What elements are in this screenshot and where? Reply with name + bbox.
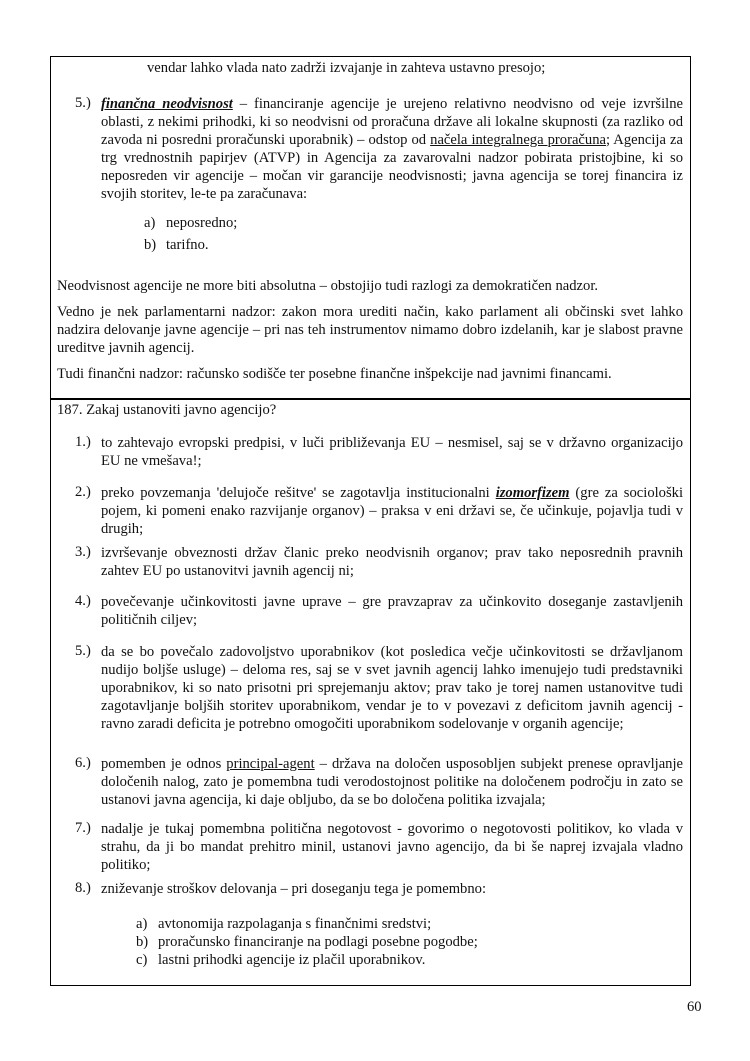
subitem-label: b) [136,934,149,950]
paragraph-independence-limit: Neodvisnost agencije ne more biti absolutna – obstojijo tudi razlogi za demokratičen nadzor. [57,278,599,294]
list-item-4 [75,593,683,629]
item-body: da se bo povečalo zadovoljstvo uporabnikov (kot posledica večje učinkovitosti se državljanom nudijo boljše usluge) – deloma res, saj se v svet javnih agencij lahko imenujejo tudi predstavniki uporabnikov, ki so nato prisotni pri sprejemanju aktov; prav tako je torej namen ustanovitve tudi zagotavljanje boljših storitev uporabnikom, vendar je to v povezavi z deficitom javnih agencij - ravno zaradi deficita je potrebno omogočiti uporabnikom sodelovanje v organih agencije; [101,644,683,732]
list-item-5 [75,643,683,733]
content-box-top [50,56,691,400]
subitem-a [144,214,237,232]
item-text: – država na določen usposobljen subjekt prenese opravljanje določenih nalog, zato je pomembna tudi verodostojnost politike na določenem področju in zato se ustanovi javna agencija, ki daje obljubo, da se bo določena politika izvajala; [101,756,683,808]
subitem-b [144,236,209,254]
list-item-3 [75,544,683,580]
subitem-text: avtonomija razpolaganja s finančnimi sredstvi; [158,916,432,932]
item-number: 8.) [75,880,91,896]
item-body [101,484,683,538]
term-integral-budget: načela integralnega proračuna [430,132,606,148]
item-text: pomemben je odnos [101,756,227,772]
item-number: 1.) [75,434,91,450]
item-text: ; Agencija za trg vrednostnih papirjev (ATVP) in Agencija za zavarovalni nadzor pobirata pristojbine, ki so neposreden vir agencije – močan vir garancije neodvisnosti; javna agencija se torej financira iz svojih storitev, le-te pa zaračunava: [101,132,683,202]
continuation-line: vendar lahko vlada nato zadrži izvajanje in zahteva ustavno presojo; [147,60,546,76]
item-body: izvrševanje obveznosti držav članic preko neodvisnih organov; prav tako neposrednih pravnih zahtev EU po ustanovitvi javnih agencij ni; [101,545,683,579]
subitem-label: b) [144,237,157,253]
subitem-text: tarifno. [166,237,209,253]
subitem-a [136,915,431,933]
content-box-question-187 [50,398,691,986]
subitem-label: a) [136,916,148,932]
item-number: 2.) [75,484,91,500]
list-item-1 [75,434,683,470]
item-body [101,755,683,809]
list-item-5-financial-independence [75,95,683,203]
paragraph-financial-oversight: Tudi finančni nadzor: računsko sodišče ter posebne finančne inšpekcije nad javnimi financami. [57,366,612,382]
term-financial-independence: finančna neodvisnost [101,96,233,112]
item-number: 3.) [75,544,91,560]
subitem-text: neposredno; [166,215,238,231]
subitem-label: a) [144,215,156,231]
list-item-7 [75,820,683,874]
item-text: (gre za sociološki pojem, ki pomeni enako razvijanje organov) – praksa v eni državi se, če učinkuje, pojavlja tudi v drugih; [101,485,683,537]
item-number: 6.) [75,755,91,771]
list-item-2 [75,484,683,538]
item-body: nadalje je tukaj pomembna politična negotovost - govorimo o negotovosti politikov, ko vlada v strahu, da ji bo mandat prehitro minil, ustanovi javno agencijo, da bi še naprej izvajala vladno politiko; [101,821,683,873]
item-body: povečevanje učinkovitosti javne uprave – gre pravzaprav za učinkovito doseganje zastavljenih političnih ciljev; [101,594,683,628]
list-item-8 [75,880,683,898]
subitem-c [136,951,425,969]
subitem-label: c) [136,952,148,968]
item-number: 5.) [75,643,91,659]
item-body [101,95,683,203]
question-heading: 187. Zakaj ustanoviti javno agencijo? [57,402,277,418]
item-body: to zahtevajo evropski predpisi, v luči približevanja EU – nesmisel, saj se v državno organizacijo EU ne vmešava!; [101,435,683,469]
subitem-text: lastni prihodki agencije iz plačil uporabnikov. [158,952,426,968]
item-number: 7.) [75,820,91,836]
paragraph-parliamentary-oversight: Vedno je nek parlamentarni nadzor: zakon mora urediti način, kako parlament ali občinski svet lahko nadzira delovanje javne agencije – pri nas teh instrumentov nimamo dobro izdelanih, kar je slabost pravne ureditve javnih agencij. [57,304,683,356]
subitem-text: proračunsko financiranje na podlagi posebne pogodbe; [158,934,478,950]
subitem-b [136,933,478,951]
item-text: preko povzemanja 'delujoče rešitve' se zagotavlja institucionalni [101,485,496,501]
item-number: 4.) [75,593,91,609]
term-principal-agent: principal-agent [226,756,315,772]
term-isomorphism: izomorfizem [495,485,570,501]
list-item-6 [75,755,683,809]
item-body: zniževanje stroškov delovanja – pri doseganju tega je pomembno: [101,881,487,897]
item-number: 5.) [75,95,91,111]
item-text: – financiranje agencije je urejeno relativno neodvisno od veje izvršilne oblasti, z nekimi prihodki, ki so neodvisni od proračuna države ali lokalne skupnosti (za razliko od zavoda ni posredni proračunski uporabnik) – odstop od [101,96,683,148]
page-number: 60 [687,999,702,1015]
